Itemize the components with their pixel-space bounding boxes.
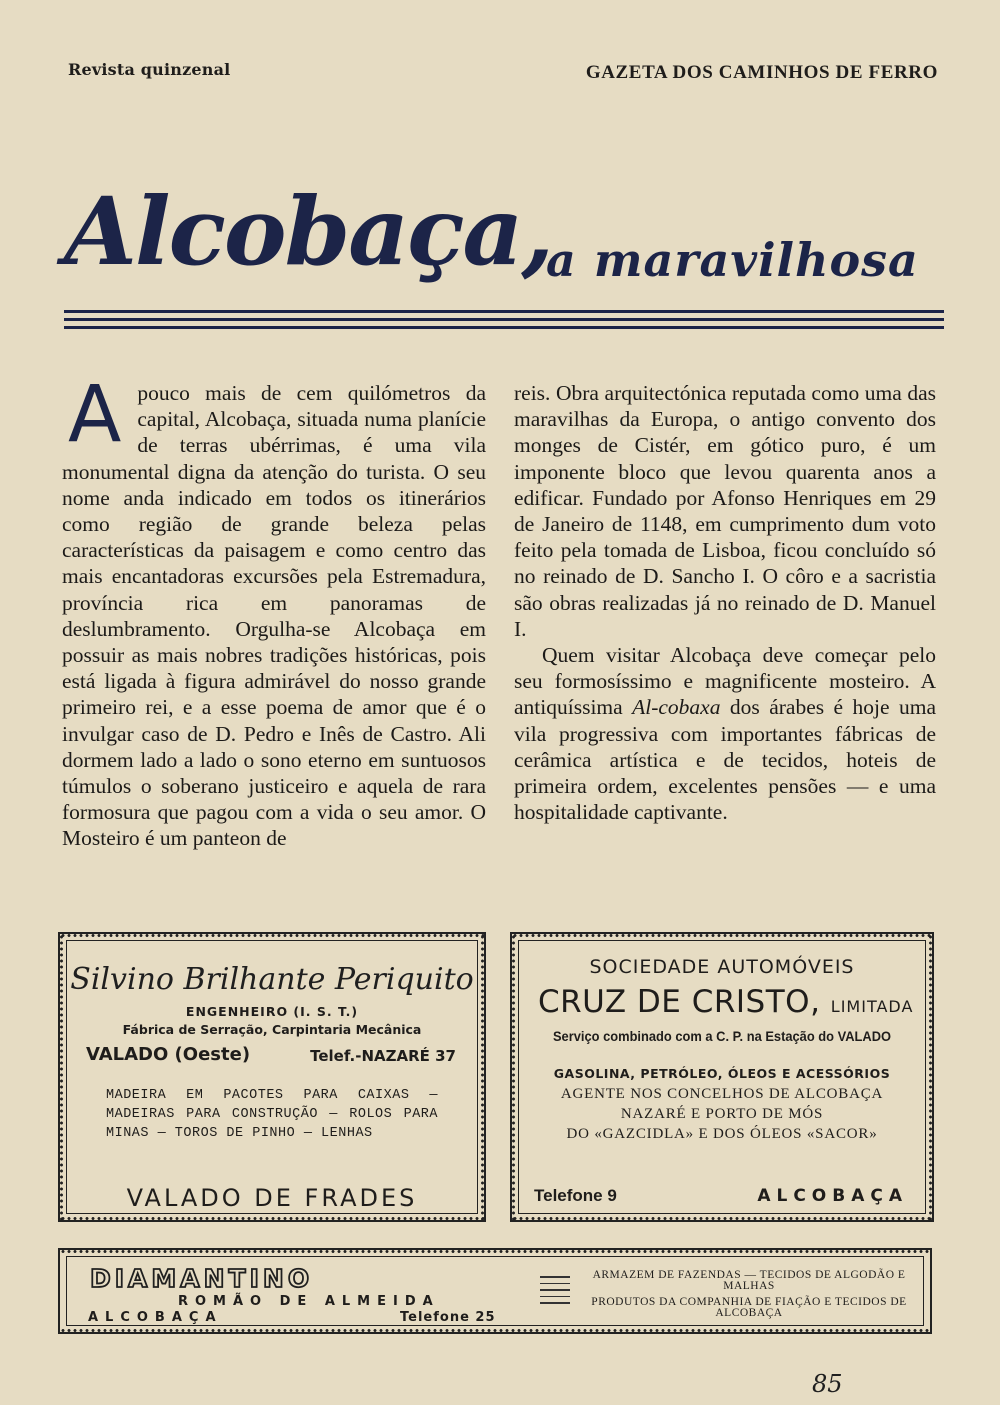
ad-company-name: Silvino Brilhante Periquito	[70, 962, 474, 997]
ad-silvino	[58, 932, 486, 1222]
ad-border	[60, 1328, 930, 1333]
ad-subtitle: ENGENHEIRO (I. S. T.)	[185, 1004, 359, 1019]
ad-border	[60, 1216, 484, 1221]
title-main: Alcobaça,	[64, 177, 553, 287]
ad-products: MADEIRA EM PACOTES PARA CAIXAS — MADEIRAS PARA CONSTRUÇÃO — ROLOS PARA MINAS — TOROS DE PINHO — LENHAS	[106, 1088, 438, 1141]
ad-border	[512, 1216, 932, 1221]
article-title	[64, 177, 944, 305]
company-suffix: LIMITADA	[830, 997, 914, 1016]
ad-phone: Telefone 9	[534, 1186, 617, 1205]
article-column-right	[514, 380, 936, 825]
ad-goods: GASOLINA, PETRÓLEO, ÓLEOS E ACESSÓRIOS	[553, 1066, 891, 1081]
arabic-name: Al-cobaxa	[632, 695, 721, 720]
ad-company-name: DIAMANTINO	[90, 1264, 314, 1293]
agent-line: AGENTE NOS CONCELHOS DE ALCOBAÇA	[560, 1086, 884, 1102]
article-paragraph	[514, 642, 936, 825]
article-paragraph: pouco mais de cem quilómetros da capital, Alcobaça, situada numa planície de terras ubérrimas, é uma vila monumental digna da atenção do turista. O seu nome anda indicado em todos os itinerários como região de grande beleza pelas características da paisagem e como centro das mais encantadoras excursões pela Estremadura, província rica em panoramas de deslumbramento. Orgulha-se Alcobaça em possuir as mais nobres tradições históricas, pois está ligada à figura admirável do nosso grande primeiro rei, e a esse poema de amor que é o invulgar caso de D. Pedro e Inês de Castro. Ali dormem lado a lado o sono eterno em suntuosos túmulos o soberano justiceiro e aquela de rara formosura que pagou com a vida o seu amor. O Mosteiro é um panteon de	[62, 381, 486, 851]
article-column-left	[62, 370, 486, 852]
ad-ornament	[540, 1276, 570, 1312]
drop-cap: A	[68, 370, 122, 460]
paragraph-text: dos árabes é hoje uma vila progressiva com importantes fábricas de cerâmica artística e de tecidos, hoteis de primeira ordem, excelentes pensões — e uma hospitalidade captivante.	[514, 695, 936, 825]
ad-border	[60, 933, 484, 938]
ad-border	[512, 933, 932, 938]
ad-agent	[512, 1084, 932, 1144]
ad-description: PRODUTOS DA COMPANHIA DE FIAÇÃO E TECIDOS DE ALCOBAÇA	[591, 1296, 907, 1319]
title-sub: a maravilhosa	[546, 233, 919, 287]
title-rule	[64, 318, 944, 321]
ad-description: ARMAZEM DE FAZENDAS — TECIDOS DE ALGODÃO E MALHAS	[592, 1269, 906, 1292]
ad-business: Fábrica de Serração, Carpintaria Mecânica	[122, 1022, 422, 1037]
paragraph-text: Quem visitar Alcobaça deve começar pelo seu formosíssimo e magnificente mosteiro. A antiquíssima	[514, 643, 936, 720]
ad-border	[60, 1249, 930, 1254]
ad-location: VALADO (Oeste)	[86, 1044, 251, 1065]
ad-company-name	[538, 984, 913, 1020]
ad-town: ALCOBAÇA	[757, 1186, 908, 1206]
company-name: CRUZ DE CRISTO,	[538, 984, 821, 1020]
ad-footer: VALADO DE FRADES	[126, 1184, 418, 1212]
ad-phone: Telef.-NAZARÉ 37	[310, 1047, 456, 1065]
header-right: GAZETA DOS CAMINHOS DE FERRO	[585, 62, 938, 83]
article-paragraph: reis. Obra arquitectónica reputada como uma das maravilhas da Europa, o antigo convento dos monges de Cistér, em gótico puro, é um imponente bloco que levou quarenta anos a edificar. Fundado por Afonso Henriques em 29 de Janeiro de 1148, em cumprimento dum voto feito pela tomada de Lisboa, ficou concluído só no reinado de D. Sancho I. O côro e a sacristia são obras realizadas já no reinado de D. Manuel I.	[514, 381, 936, 641]
ad-service: Serviço combinado com a C. P. na Estação do VALADO	[552, 1028, 892, 1044]
ad-phone: Telefone 25	[400, 1310, 496, 1325]
ad-cruz-de-cristo	[510, 932, 934, 1222]
ad-town: ALCOBAÇA	[88, 1310, 223, 1325]
title-rule	[64, 310, 944, 313]
ad-owner: ROMÃO DE ALMEIDA	[178, 1294, 440, 1309]
agent-line: DO «GAZCIDLA» E DOS ÓLEOS «SACOR»	[566, 1126, 878, 1142]
page-number: 85	[812, 1370, 843, 1398]
title-rule	[64, 326, 944, 329]
header-left: Revista quinzenal	[68, 60, 231, 79]
ad-heading: SOCIEDADE AUTOMÓVEIS	[589, 956, 855, 978]
ad-diamantino	[58, 1248, 932, 1334]
agent-line: NAZARÉ E PORTO DE MÓS	[620, 1106, 824, 1122]
